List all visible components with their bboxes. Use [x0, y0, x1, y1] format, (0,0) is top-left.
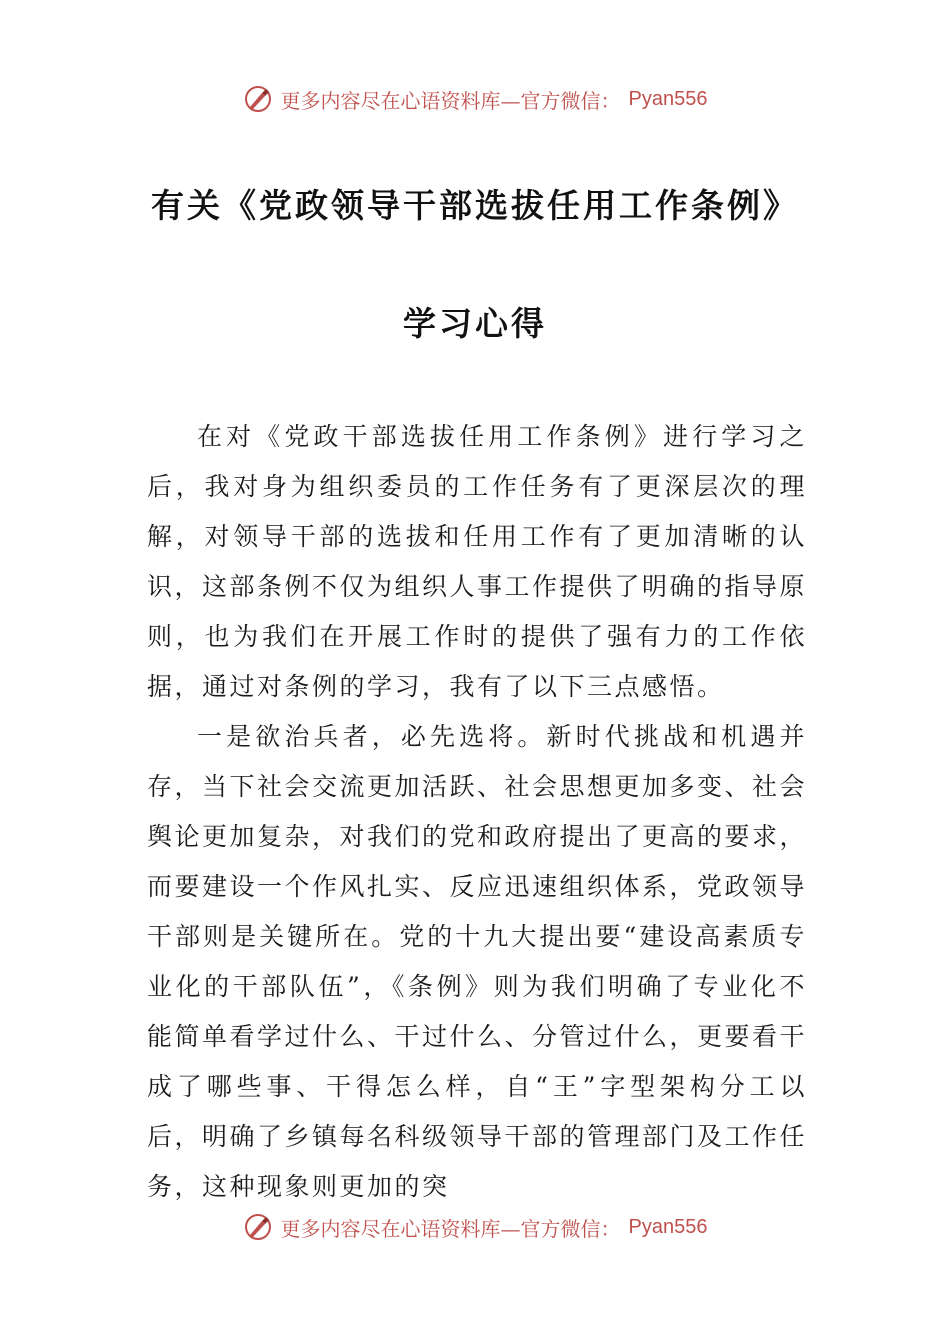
- document-body: [147, 412, 807, 1212]
- watermark-text: 更多内容尽在心语资料库—官方微信：: [280, 88, 621, 113]
- body-paragraph-2: 一是欲治兵者，必先选将。新时代挑战和机遇并存，当下社会交流更加活跃、社会思想更加多变、社会舆论更加复杂，对我们的党和政府提出了更高的要求，而要建设一个作风扎实、反应迅速组织体系，党政领导干部则是关键所在。党的十九大提出要“建设高素质专业化的干部队伍”，《条例》则为我们明确了专业化不能简单看学过什么、干过什么、分管过什么，更要看干成了哪些事、干得怎么样，自“王”字型架构分工以后，明确了乡镇每名科级领导干部的管理部门及工作任务，这种现象则更加的突: [147, 722, 808, 1201]
- document-title-line2: 学习心得: [403, 304, 547, 343]
- watermark-wechat-id: Pyan556: [628, 87, 708, 110]
- pen-circle-icon: [243, 84, 273, 114]
- body-paragraph-1: 在对《党政干部选拔任用工作条例》进行学习之后，我对身为组织委员的工作任务有了更深层次的理解，对领导干部的选拔和任用工作有了更加清晰的认识，这部条例不仅为组织人事工作提供了明确的指导原则，也为我们在开展工作时的提供了强有力的工作依据，通过对条例的学习，我有了以下三点感悟。: [147, 422, 808, 701]
- footer-watermark: [0, 1212, 950, 1242]
- watermark-wechat-id: Pyan556: [628, 1215, 708, 1238]
- pen-circle-icon: [243, 1212, 273, 1242]
- watermark-text: 更多内容尽在心语资料库—官方微信：: [280, 1216, 621, 1241]
- header-watermark: [0, 84, 950, 114]
- document-title-line1: 有关《党政领导干部选拔任用工作条例》: [151, 186, 799, 225]
